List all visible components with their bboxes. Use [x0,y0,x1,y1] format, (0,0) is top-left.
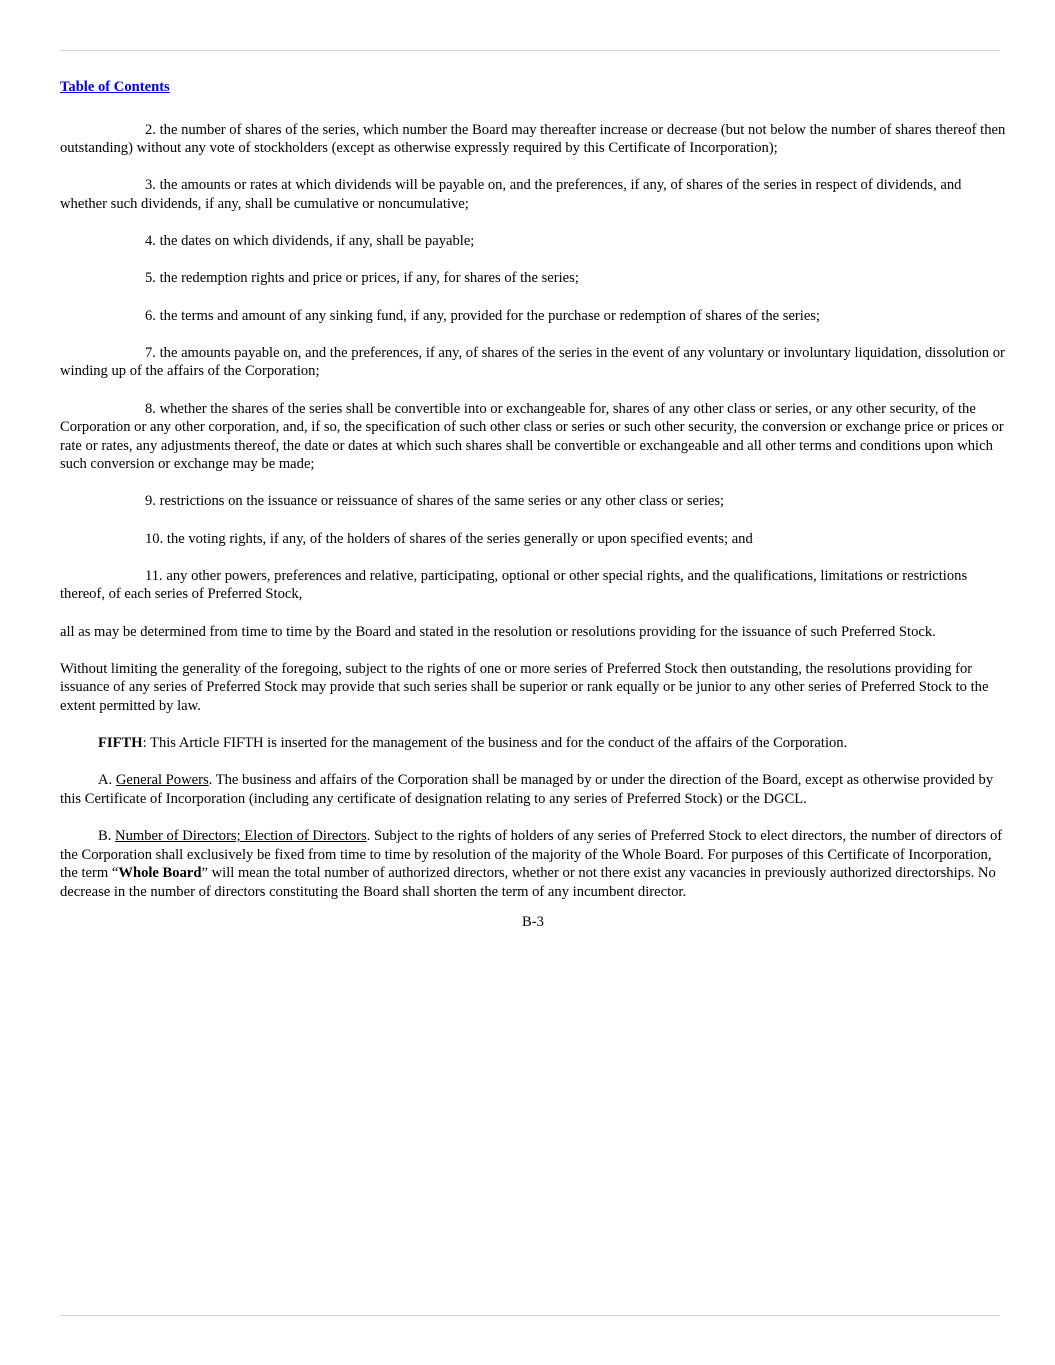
section-b-text-2: ” will mean the total number of authorized directors, whether or not there exist any vacancies in previously authorized directorships. No decrease in the number of directors constituting the Board shall shorten the term of any incumbent director. [60,865,996,900]
list-item-9: 9. restrictions on the issuance or reissuance of shares of the same series or any other class or series; [145,493,725,510]
list-item-8: 8. whether the shares of the series shall be convertible into or exchangeable for, shares of any other class or series, or any other security, of the Corporation or any other corporation, and, if so, the specification of such other class or series or such other security, the conversion or exchange price or prices or rate or rates, any adjustments thereof, the date or dates at which such shares shall be convertible or exchangeable and all other terms and conditions upon which such conversion or exchange may be made; [60,400,1004,473]
list-item-5: 5. the redemption rights and price or prices, if any, for shares of the series; [145,270,579,287]
list-item-2: 2. the number of shares of the series, which number the Board may thereafter increase or decrease (but not below the number of shares thereof then outstanding) without any vote of stockholders (except as otherwise expressly required by this Certificate of Incorporation); [60,121,1006,157]
table-of-contents-link[interactable]: Table of Contents [60,79,170,95]
section-a-text: . The business and affairs of the Corporation shall be managed by or under the direction of the Board, except as otherwise provided by this Certificate of Incorporation (including any certificate of designation relating to any series of Preferred Stock) or the DGCL. [60,772,994,807]
section-a-heading: General Powers [115,772,209,789]
article-fifth [60,734,1006,753]
section-b-heading: Number of Directors; Election of Directors [115,828,367,845]
whole-board-term: Whole Board [118,865,202,882]
list-item-3: 3. the amounts or rates at which dividends will be payable on, and the preferences, if any, of shares of the series in respect of dividends, and whether such dividends, if any, shall be cumulative or noncumulative; [60,177,962,212]
document-page [60,78,1006,932]
bottom-divider [60,1315,1000,1316]
section-a-general-powers [60,771,1006,808]
section-b-number-of-directors [60,827,1006,901]
paragraph-without-limiting: Without limiting the generality of the foregoing, subject to the rights of one or more series of Preferred Stock then outstanding, the resolutions providing for issuance of any series of Preferred Stock may provide that such series shall be superior or rank equally or be junior to any other series of Preferred Stock to the extent permitted by law. [60,660,989,714]
paragraph-all-as-determined: all as may be determined from time to time by the Board and stated in the resolution or resolutions providing for the issuance of such Preferred Stock. [60,623,936,640]
list-item-10: 10. the voting rights, if any, of the holders of shares of the series generally or upon specified events; and [145,530,753,547]
page-number: B-3 [522,914,544,931]
list-item-4: 4. the dates on which dividends, if any, shall be payable; [145,233,475,250]
list-item-7: 7. the amounts payable on, and the preferences, if any, of shares of the series in the event of any voluntary or involuntary liquidation, dissolution or winding up of the affairs of the Corporation; [60,344,1005,380]
list-item-6: 6. the terms and amount of any sinking fund, if any, provided for the purchase or redemption of shares of the series; [145,307,821,324]
section-a-prefix: A. [98,772,116,789]
article-fifth-text: : This Article FIFTH is inserted for the management of the business and for the conduct of the affairs of the Corporation. [142,735,848,752]
section-b-prefix: B. [98,828,116,845]
section-b-text-1: . Subject to the rights of holders of any series of Preferred Stock to elect directors, the number of directors of the Corporation shall exclusively be fixed from time to time by resolution of the majority of the Whole Board. For purposes of this Certificate of Incorporation, the term “ [60,828,1003,882]
list-item-11: 11. any other powers, preferences and relative, participating, optional or other special rights, and the qualifications, limitations or restrictions thereof, of each series of Preferred Stock, [60,567,968,603]
top-divider [60,50,1000,51]
article-fifth-label: FIFTH [98,735,143,752]
